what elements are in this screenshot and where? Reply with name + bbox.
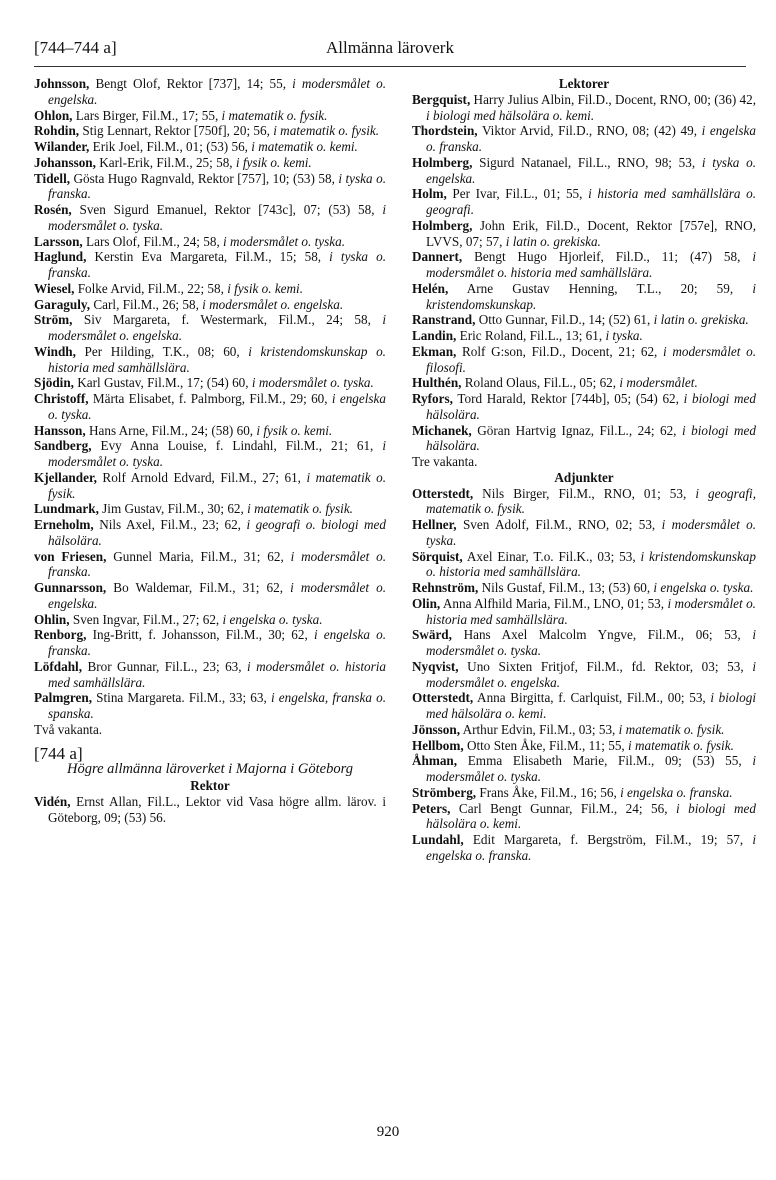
entry-surname: Rohdin, xyxy=(34,123,80,139)
entry-subjects: i modersmålet o. tyska. xyxy=(426,517,757,548)
directory-entry xyxy=(34,155,386,171)
entry-details: Sven Ingvar, Fil.M., 27; 62, xyxy=(69,611,223,627)
entry-surname: Erneholm, xyxy=(34,517,94,532)
entry-details: Hans Arne, Fil.M., 24; (58) 60, xyxy=(85,422,257,438)
entry-surname: Tidell, xyxy=(34,170,71,186)
entry-details: Gunnel Maria, Fil.M., 31; 62, xyxy=(106,548,291,564)
entry-surname: Vidén, xyxy=(34,794,71,809)
entry-subjects: i matematik o. kemi. xyxy=(251,139,358,154)
directory-entry xyxy=(412,627,756,659)
entry-details: Bo Waldemar, Fil.M., 31; 62, xyxy=(106,580,291,595)
entry-surname: Ström, xyxy=(34,312,73,328)
directory-entry xyxy=(34,76,386,108)
entry-details: Lars Birger, Fil.M., 17; 55, xyxy=(72,107,222,123)
entry-surname: Hulthén, xyxy=(412,375,462,391)
entry-details: Frans Åke, Fil.M., 16; 56, xyxy=(476,784,621,800)
entry-details: Anna Alfhild Maria, Fil.M., LNO, 01; 53, xyxy=(440,595,668,611)
entry-details: Per Ivar, Fil.L., 01; 55, xyxy=(446,186,589,202)
entry-details: Carl, Fil.M., 26; 58, xyxy=(90,296,203,312)
entry-surname: von Friesen, xyxy=(34,548,107,564)
directory-entry xyxy=(412,753,756,785)
entry-details: Gösta Hugo Ragnvald, Rektor [757], 10; (53) 58, xyxy=(70,170,339,186)
entry-details: Bengt Olof, Rektor [737], 14; 55, xyxy=(89,76,293,91)
entry-surname: Holm, xyxy=(412,186,447,202)
directory-entry xyxy=(412,391,756,423)
entry-details: Harry Julius Albin, Fil.D., Docent, RNO, 00; (36) 42, xyxy=(470,91,756,107)
directory-entry xyxy=(412,249,756,281)
entry-subjects: i biologi med hälsolära o. kemi. xyxy=(426,800,756,832)
entry-surname: Sjödin, xyxy=(34,375,74,391)
entry-surname: Swärd, xyxy=(412,627,452,643)
entry-details: Jim Gustav, Fil.M., 30; 62, xyxy=(98,501,248,517)
entry-details: Nils Axel, Fil.M., 23; 62, xyxy=(93,517,247,532)
entry-details: Siv Margareta, f. Westermark, Fil.M., 24; 58, xyxy=(72,312,383,328)
entry-subjects: i modersmålet o. tyska. xyxy=(48,438,386,469)
entry-surname: Johnsson, xyxy=(34,76,90,91)
directory-entry xyxy=(412,344,756,376)
entry-subjects: i biologi med hälsolära. xyxy=(426,422,756,454)
section-range: [744–744 a] xyxy=(34,38,117,57)
entry-details: Per Hilding, T.K., 08; 60, xyxy=(75,343,249,359)
entry-subjects: i engelska o. tyska. xyxy=(222,611,323,627)
entry-details: Karl Gustav, Fil.M., 17; (54) 60, xyxy=(73,375,252,391)
entry-subjects: i geografi o. biologi med hälsolära. xyxy=(48,517,386,548)
adjunkter-heading: Adjunkter xyxy=(554,469,614,485)
entry-surname: Thordstein, xyxy=(412,123,478,139)
directory-entry xyxy=(34,391,386,423)
entry-subjects: i modersmålet o. engelska. xyxy=(48,76,387,107)
entry-subjects: i modersmålet. xyxy=(619,375,698,391)
entry-details: Sven Adolf, Fil.M., RNO, 02; 53, xyxy=(456,517,662,532)
directory-entry xyxy=(34,234,386,250)
section-number: [744 a] xyxy=(34,743,83,763)
directory-entry xyxy=(412,186,756,218)
page-title: Allmänna läroverk xyxy=(326,38,454,57)
entry-subjects: i fysik o. kemi. xyxy=(235,154,312,170)
entry-subjects: i tyska o. engelska. xyxy=(426,154,756,186)
entry-subjects: i matematik o. fysik. xyxy=(273,123,380,139)
entry-details: Viktor Arvid, Fil.D., RNO, 08; (42) 49, xyxy=(477,123,702,139)
entry-details: Axel Einar, T.o. Fil.K., 03; 53, xyxy=(462,548,641,564)
entry-surname: Palmgren, xyxy=(34,690,92,706)
entry-subjects: i modersmålet o. tyska. xyxy=(223,233,346,249)
entry-subjects: i engelska o. franska. xyxy=(48,627,386,658)
entry-details: Carl Bengt Gunnar, Fil.M., 24; 56, xyxy=(450,800,677,816)
entry-subjects: i latin o. grekiska. xyxy=(505,233,601,249)
entry-surname: Ekman, xyxy=(412,343,457,359)
entry-subjects: i geografi, matematik o. fysik. xyxy=(426,485,756,517)
entry-subjects: i matematik o. fysik. xyxy=(247,501,353,517)
entry-subjects: i biologi med hälsolära. xyxy=(426,391,756,422)
entry-subjects: i engelska o. franska. xyxy=(426,832,756,863)
entry-surname: Kjellander, xyxy=(34,469,97,485)
directory-entry xyxy=(412,92,756,124)
entry-subjects: i matematik o. fysik. xyxy=(221,107,328,123)
entry-details: Nils Birger, Fil.M., RNO, 01; 53, xyxy=(473,485,696,501)
entry-subjects: i matematik o. fysik. xyxy=(48,469,386,501)
entry-details: Anna Birgitta, f. Carlquist, Fil.M., 00; 53, xyxy=(473,690,711,706)
entry-surname: Johansson, xyxy=(34,154,96,170)
entry-surname: Garaguly, xyxy=(34,296,91,312)
entry-surname: Windh, xyxy=(34,343,76,359)
entry-surname: Michanek, xyxy=(412,422,472,438)
entry-surname: Lundahl, xyxy=(412,832,464,847)
entry-details: Karl-Erik, Fil.M., 25; 58, xyxy=(95,154,236,170)
rektor-entry-container xyxy=(34,794,386,826)
entry-surname: Larsson, xyxy=(34,233,83,249)
entry-subjects: i modersmålet o. filosofi. xyxy=(426,343,756,375)
entry-subjects: i engelska o. franska. xyxy=(620,784,733,800)
entry-surname: Ohlin, xyxy=(34,611,70,627)
entry-subjects: i kristendomskunskap o. historia med samhällslära. xyxy=(426,548,756,580)
entry-surname: Åhman, xyxy=(412,753,458,769)
entry-details: Tord Harald, Rektor [744b], 05; (54) 62, xyxy=(452,391,684,406)
entry-subjects: i modersmålet o. engelska. xyxy=(48,580,387,611)
entry-subjects: i modersmålet o. tyska. xyxy=(48,202,386,233)
entry-surname: Löfdahl, xyxy=(34,658,83,674)
entry-subjects: i modersmålet o. tyska. xyxy=(426,627,756,658)
directory-entry xyxy=(412,738,756,754)
entry-details: Emma Elisabeth Marie, Fil.M., 09; (53) 55, xyxy=(457,753,753,769)
vacancy-note: Två vakanta. xyxy=(34,721,103,737)
entry-surname: Lundmark, xyxy=(34,501,99,517)
page-header xyxy=(34,38,746,66)
entry-surname: Ohlon, xyxy=(34,107,73,123)
directory-entry xyxy=(412,801,756,833)
entry-surname: Otterstedt, xyxy=(412,690,474,706)
entry-subjects: i matematik o. fysik. xyxy=(628,737,734,753)
entry-details: Otto Sten Åke, Fil.M., 11; 55, xyxy=(463,737,629,753)
entry-details: Kerstin Eva Margareta, Fil.M., 15; 58, xyxy=(86,249,330,265)
directory-entry xyxy=(412,155,756,187)
directory-entry xyxy=(412,281,756,313)
directory-entry xyxy=(34,580,386,612)
entry-surname: Otterstedt, xyxy=(412,485,474,501)
page-number: 920 xyxy=(376,1124,400,1140)
entry-details: Otto Gunnar, Fil.D., 14; (52) 61, xyxy=(475,312,654,328)
entry-subjects: i modersmålet o. tyska. xyxy=(426,753,756,784)
entry-subjects: i engelska, franska o. spanska. xyxy=(48,690,386,721)
directory-entry xyxy=(34,108,386,124)
entry-details: Rolf Arnold Edvard, Fil.M., 27; 61, xyxy=(96,469,307,485)
entry-subjects: i biologi med hälsolära o. kemi. xyxy=(426,107,595,123)
entry-details: Erik Joel, Fil.M., 01; (53) 56, xyxy=(89,139,252,154)
directory-entry xyxy=(34,612,386,628)
entry-surname: Renborg, xyxy=(34,627,87,643)
entry-surname: Rosén, xyxy=(34,202,72,217)
entry-surname: Sörquist, xyxy=(412,548,463,564)
entry-subjects: i kristendomskunskap o. historia med samhällslära. xyxy=(48,343,386,375)
directory-entry xyxy=(412,328,756,344)
entry-subjects: i latin o. grekiska. xyxy=(653,312,749,328)
entry-subjects: i modersmålet o. franska. xyxy=(48,548,386,580)
directory-entry xyxy=(34,123,386,139)
left-column xyxy=(34,76,386,826)
teacher-list xyxy=(34,76,386,722)
entry-surname: Wilander, xyxy=(34,139,90,154)
entry-details: Roland Olaus, Fil.L., 05; 62, xyxy=(461,375,620,391)
entry-subjects: i modersmålet o. historia med samhällslära. xyxy=(426,595,756,627)
entry-surname: Sandberg, xyxy=(34,438,92,454)
entry-details: Göran Hartvig Ignaz, Fil.L., 24; 62, xyxy=(471,422,682,438)
lektorer-heading: Lektorer xyxy=(558,76,610,91)
directory-entry xyxy=(34,690,386,722)
directory-entry xyxy=(412,218,756,250)
entry-subjects: i matematik o. fysik. xyxy=(618,721,725,737)
directory-entry xyxy=(412,123,756,155)
entry-subjects: i kristendomskunskap. xyxy=(426,280,756,312)
entry-surname: Dannert, xyxy=(412,249,463,265)
entry-details: Bengt Hugo Hjorleif, Fil.D., 11; (47) 58, xyxy=(462,249,753,265)
entry-details: Arthur Edvin, Fil.M., 03; 53, xyxy=(460,721,619,737)
directory-entry xyxy=(34,297,386,313)
entry-subjects: i modersmålet o. historia med samhällslära. xyxy=(426,249,756,280)
directory-entry xyxy=(34,202,386,234)
directory-entry xyxy=(34,549,386,581)
entry-surname: Hellbom, xyxy=(412,737,464,753)
directory-entry xyxy=(34,517,386,549)
entry-surname: Peters, xyxy=(412,800,451,816)
directory-entry xyxy=(34,501,386,517)
entry-subjects: i modersmålet o. engelska. xyxy=(48,312,386,343)
lektorer-list xyxy=(412,92,756,454)
lektorer-vacancy-note: Tre vakanta. xyxy=(412,454,478,469)
directory-entry xyxy=(412,580,756,596)
directory-entry xyxy=(412,517,756,549)
entry-subjects: i engelska o. franska. xyxy=(426,123,756,154)
entry-subjects: i tyska o. franska. xyxy=(48,170,386,202)
entry-surname: Olin, xyxy=(412,595,441,611)
entry-details: Edit Margareta, f. Bergström, Fil.M., 19; 57, xyxy=(463,832,753,847)
directory-entry xyxy=(34,281,386,297)
entry-details: Arne Gustav Henning, T.L., 20; 59, xyxy=(448,280,753,296)
entry-surname: Bergquist, xyxy=(412,91,471,107)
entry-details: Sven Sigurd Emanuel, Rektor [743c], 07; (53) 58, xyxy=(71,202,383,217)
entry-surname: Holmberg, xyxy=(412,154,473,170)
entry-surname: Hellner, xyxy=(412,517,457,532)
entry-surname: Nyqvist, xyxy=(412,658,459,674)
entry-subjects: i historia med samhällslära o. geografi. xyxy=(426,186,756,217)
entry-surname: Helén, xyxy=(412,280,449,296)
entry-surname: Gunnarsson, xyxy=(34,580,107,595)
entry-subjects: i biologi med hälsolära o. kemi. xyxy=(426,690,757,721)
entry-surname: Holmberg, xyxy=(412,217,473,233)
entry-details: Ing-Britt, f. Johansson, Fil.M., 30; 62, xyxy=(86,627,314,643)
adjunkter-list xyxy=(412,486,756,864)
directory-entry xyxy=(34,312,386,344)
entry-subjects: i tyska o. franska. xyxy=(48,249,386,280)
entry-details: Lars Olof, Fil.M., 24; 58, xyxy=(82,233,224,249)
directory-entry xyxy=(34,659,386,691)
entry-subjects: i fysik o. kemi. xyxy=(256,422,333,438)
directory-entry xyxy=(34,375,386,391)
entry-subjects: i modersmålet o. historia med samhällslära. xyxy=(48,658,387,690)
directory-entry xyxy=(412,375,756,391)
entry-surname: Hansson, xyxy=(34,422,86,438)
directory-entry xyxy=(412,549,756,581)
directory-entry xyxy=(412,423,756,455)
entry-subjects: i modersmålet o. engelska. xyxy=(202,296,344,312)
entry-surname: Christoff, xyxy=(34,391,89,406)
entry-surname: Haglund, xyxy=(34,249,87,265)
entry-details: Märta Elisabet, f. Palmborg, Fil.M., 29; 60, xyxy=(88,391,332,406)
directory-entry xyxy=(34,249,386,281)
entry-details: Bror Gunnar, Fil.L., 23; 63, xyxy=(82,658,248,674)
entry-surname: Ryfors, xyxy=(412,391,453,406)
header-rule xyxy=(34,66,746,67)
directory-entry xyxy=(34,139,386,155)
directory-entry xyxy=(34,344,386,376)
entry-surname: Rehnström, xyxy=(412,580,479,595)
entry-details: Stig Lennart, Rektor [750f], 20; 56, xyxy=(79,123,274,139)
directory-entry xyxy=(34,171,386,203)
directory-entry xyxy=(412,312,756,328)
entry-subjects: i tyska. xyxy=(605,328,643,343)
entry-details: Nils Gustaf, Fil.M., 13; (53) 60, xyxy=(478,580,654,595)
directory-entry xyxy=(412,722,756,738)
rektor-entry xyxy=(34,794,386,826)
entry-surname: Wiesel, xyxy=(34,280,75,296)
entry-details: Sigurd Natanael, Fil.L., RNO, 98; 53, xyxy=(472,154,702,170)
entry-surname: Ranstrand, xyxy=(412,312,476,328)
directory-entry xyxy=(412,785,756,801)
entry-details: Ernst Allan, Fil.L., Lektor vid Vasa högre allm. lärov. i Göteborg, 09; (53) 56. xyxy=(48,794,386,825)
entry-subjects: i engelska o. tyska. xyxy=(48,391,386,422)
school-name: Högre allmänna läroverket i Majorna i Göteborg xyxy=(67,761,353,778)
directory-entry xyxy=(34,423,386,439)
directory-entry xyxy=(34,470,386,502)
right-column xyxy=(412,76,756,864)
entry-details: Rolf G:son, Fil.D., Docent, 21; 62, xyxy=(456,343,663,359)
directory-entry xyxy=(412,659,756,691)
entry-details: Folke Arvid, Fil.M., 22; 58, xyxy=(74,280,228,296)
directory-entry xyxy=(412,596,756,628)
entry-surname: Strömberg, xyxy=(412,784,477,800)
entry-subjects: i modersmålet o. tyska. xyxy=(251,375,374,391)
directory-entry xyxy=(412,690,756,722)
entry-subjects: i modersmålet o. engelska. xyxy=(426,658,756,690)
entry-details: Hans Axel Malcolm Yngve, Fil.M., 06; 53, xyxy=(451,627,753,643)
rektor-heading: Rektor xyxy=(190,778,230,794)
directory-entry xyxy=(34,438,386,470)
directory-entry xyxy=(412,486,756,518)
entry-subjects: i fysik o. kemi. xyxy=(227,280,304,296)
directory-entry xyxy=(34,627,386,659)
entry-details: Eric Roland, Fil.L., 13; 61, xyxy=(456,328,606,343)
directory-entry xyxy=(412,832,756,864)
entry-details: Uno Sixten Fritjof, Fil.M., fd. Rektor, 03; 53, xyxy=(458,658,753,674)
entry-surname: Jönsson, xyxy=(412,721,461,737)
entry-details: Evy Anna Louise, f. Lindahl, Fil.M., 21; 61, xyxy=(91,438,383,454)
entry-details: John Erik, Fil.D., Docent, Rektor [757e], RNO, LVVS, 07; 57, xyxy=(426,217,756,249)
entry-subjects: i engelska o. tyska. xyxy=(653,580,754,595)
entry-details: Stina Margareta. Fil.M., 33; 63, xyxy=(92,690,271,706)
entry-surname: Landin, xyxy=(412,328,457,343)
